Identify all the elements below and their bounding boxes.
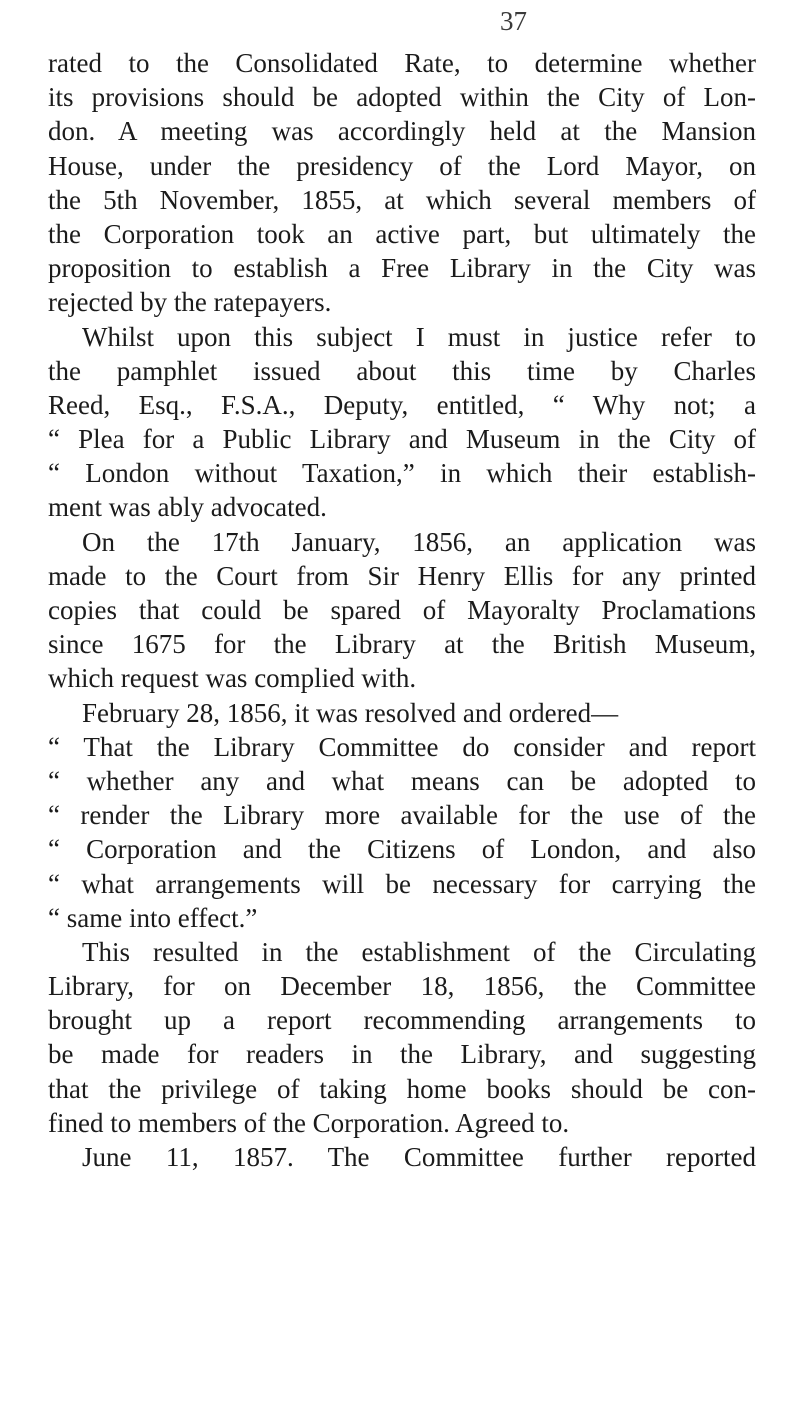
text-line: Reed, Esq., F.S.A., Deputy, entitled, “ Why not; a [48,389,756,420]
text-line: don. A meeting was accordingly held at the Mansion [48,116,756,147]
text-line: This resulted in the establishment of the Circulating [82,936,756,967]
text-line: House, under the presidency of the Lord Mayor, on [48,150,756,181]
text-line: that the privilege of taking home books should be con- [48,1073,756,1104]
text-line: the pamphlet issued about this time by Charles [48,355,756,386]
text-line: since 1675 for the Library at the British Museum, [48,629,756,660]
text-line: Library, for on December 18, 1856, the Committee [48,971,756,1002]
text-line: rated to the Consolidated Rate, to determine whether [48,48,756,78]
text-line: “ That the Library Committee do consider and report [48,731,756,762]
text-line: rejected by the ratepayers. [48,287,332,318]
text-line: “ Plea for a Public Library and Museum in the City of [48,424,756,455]
text-line: “ London without Taxation,” in which their establish- [48,458,756,489]
text-line: brought up a report recommending arrangements to [48,1005,756,1036]
text-line: February 28, 1856, it was resolved and ordered— [82,697,619,728]
text-line: “ render the Library more available for the use of the [48,800,756,831]
text-line: made to the Court from Sir Henry Ellis for any printed [48,560,756,591]
text-line: “ whether any and what means can be adopted to [48,765,756,796]
text-line: which request was complied with. [48,663,417,694]
text-line: be made for readers in the Library, and suggesting [48,1039,756,1070]
text-line: ment was ably advocated. [48,492,327,523]
text-line: the 5th November, 1855, at which several members of [48,184,756,215]
text-line: Whilst upon this subject I must in justice refer to [82,321,756,352]
text-line: its provisions should be adopted within the City of Lon- [48,82,756,113]
text-line: June 11, 1857. The Committee further reported [82,1142,756,1172]
text-line: fined to members of the Corporation. Agreed to. [48,1107,570,1138]
text-line: “ what arrangements will be necessary for carrying the [48,868,756,899]
text-line: copies that could be spared of Mayoralty Proclamations [48,595,756,625]
page-number: 37 [500,6,527,36]
text-line: “ same into effect.” [48,902,258,933]
text-line: “ Corporation and the Citizens of London, and also [48,834,756,865]
text-line: On the 17th January, 1856, an application was [82,526,756,557]
body-text [48,46,756,1174]
text-line: proposition to establish a Free Library in the City was [48,253,756,284]
text-line: the Corporation took an active part, but ultimately the [48,218,756,249]
